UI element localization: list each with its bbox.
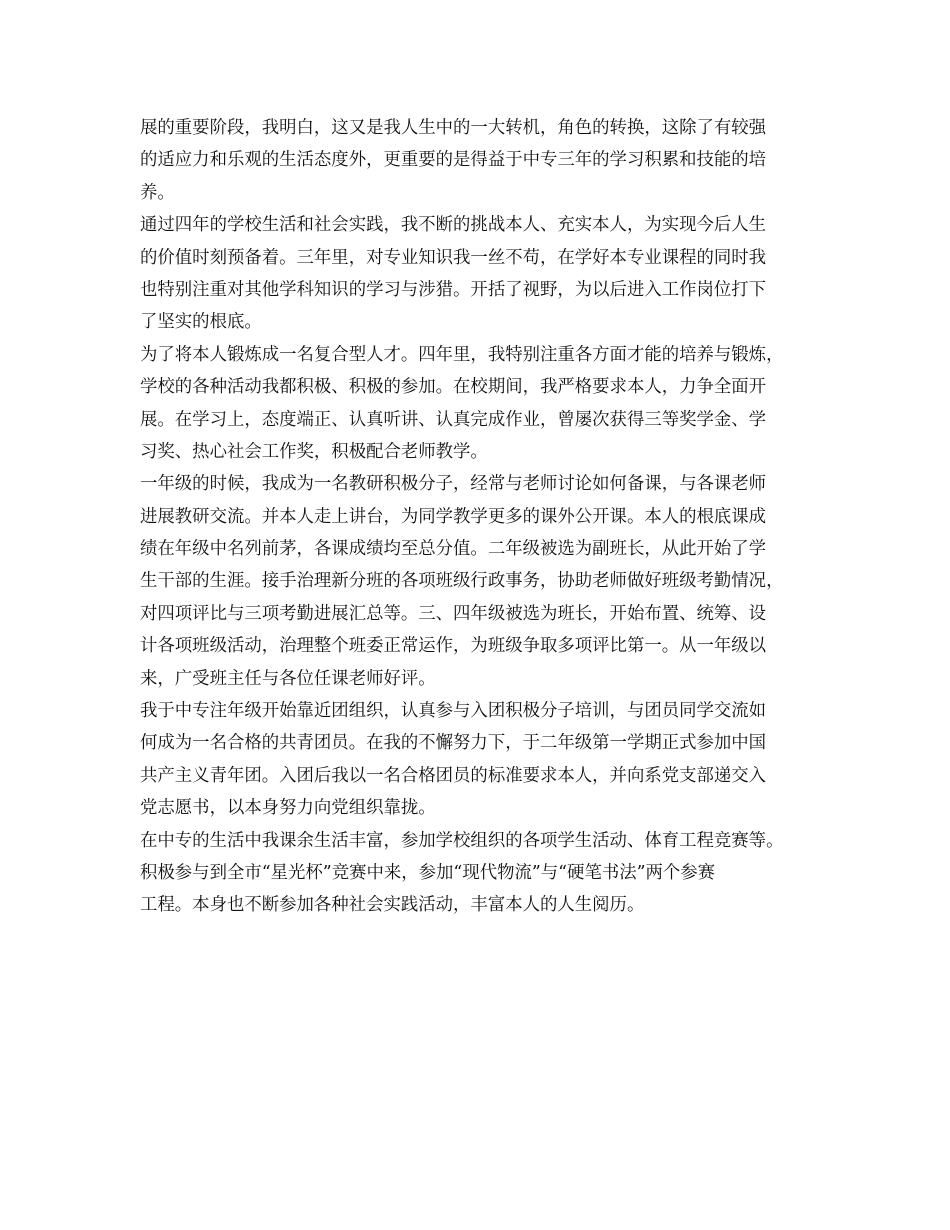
text-line: 展。在学习上，态度端正、认真听讲、认真完成作业，曾屡次获得三等奖学金、学 xyxy=(140,409,767,430)
text-line: 一年级的时候，我成为一名教研积极分子，经常与老师讨论如何备课，与各课老师 xyxy=(140,474,767,495)
text-line: 何成为一名合格的共青团员。在我的不懈努力下，于二年级第一学期正式参加中国 xyxy=(140,733,767,754)
text-line: 了坚实的根底。 xyxy=(140,312,262,333)
text-line: 通过四年的学校生活和社会实践，我不断的挑战本人、充实本人，为实现今后人生 xyxy=(140,215,767,236)
text-line: 积极参与到全市“星光杯”竞赛中来，参加“现代物流”与“硬笔书法”两个参赛 xyxy=(140,862,716,883)
text-line: 学校的各种活动我都积极、积极的参加。在校期间，我严格要求本人，力争全面开 xyxy=(140,377,767,398)
text-line: 习奖、热心社会工作奖，积极配合老师教学。 xyxy=(140,441,488,462)
text-line: 我于中专注年级开始靠近团组织，认真参与入团积极分子培训，与团员同学交流如 xyxy=(140,701,767,722)
text-line: 工程。本身也不断参加各种社会实践活动，丰富本人的人生阅历。 xyxy=(140,895,645,916)
text-line: 的适应力和乐观的生活态度外，更重要的是得益于中专三年的学习积累和技能的培 xyxy=(140,150,767,171)
text-line: 计各项班级活动，治理整个班委正常运作，为班级争取多项评比第一。从一年级以 xyxy=(140,636,767,657)
text-line: 进展教研交流。并本人走上讲台，为同学教学更多的课外公开课。本人的根底课成 xyxy=(140,506,767,527)
text-line: 绩在年级中名列前茅，各课成绩均至总分值。二年级被选为副班长，从此开始了学 xyxy=(140,539,767,560)
text-line: 来，广受班主任与各位任课老师好评。 xyxy=(140,668,436,689)
text-line: 生干部的生涯。接手治理新分班的各项班级行政事务，协助老师做好班级考勤情况， xyxy=(140,571,784,592)
document-body xyxy=(140,112,830,922)
text-line: 党志愿书，以本身努力向党组织靠拢。 xyxy=(140,798,436,819)
text-line: 在中专的生活中我课余生活丰富，参加学校组织的各项学生活动、体育工程竞赛等。 xyxy=(140,830,784,851)
text-line: 养。 xyxy=(140,182,175,203)
text-line: 的价值时刻预备着。三年里，对专业知识我一丝不苟，在学好本专业课程的同时我 xyxy=(140,247,767,268)
text-line: 对四项评比与三项考勤进展汇总等。三、四年级被选为班长，开始布置、统筹、设 xyxy=(140,603,767,624)
text-line: 为了将本人锻炼成一名复合型人才。四年里，我特别注重各方面才能的培养与锻炼， xyxy=(140,344,784,365)
text-line: 展的重要阶段，我明白，这又是我人生中的一大转机，角色的转换，这除了有较强 xyxy=(140,118,767,138)
text-line: 共产主义青年团。入团后我以一名合格团员的标准要求本人，并向系党支部递交入 xyxy=(140,765,767,786)
text-line: 也特别注重对其他学科知识的学习与涉猎。开括了视野，为以后进入工作岗位打下 xyxy=(140,279,767,300)
